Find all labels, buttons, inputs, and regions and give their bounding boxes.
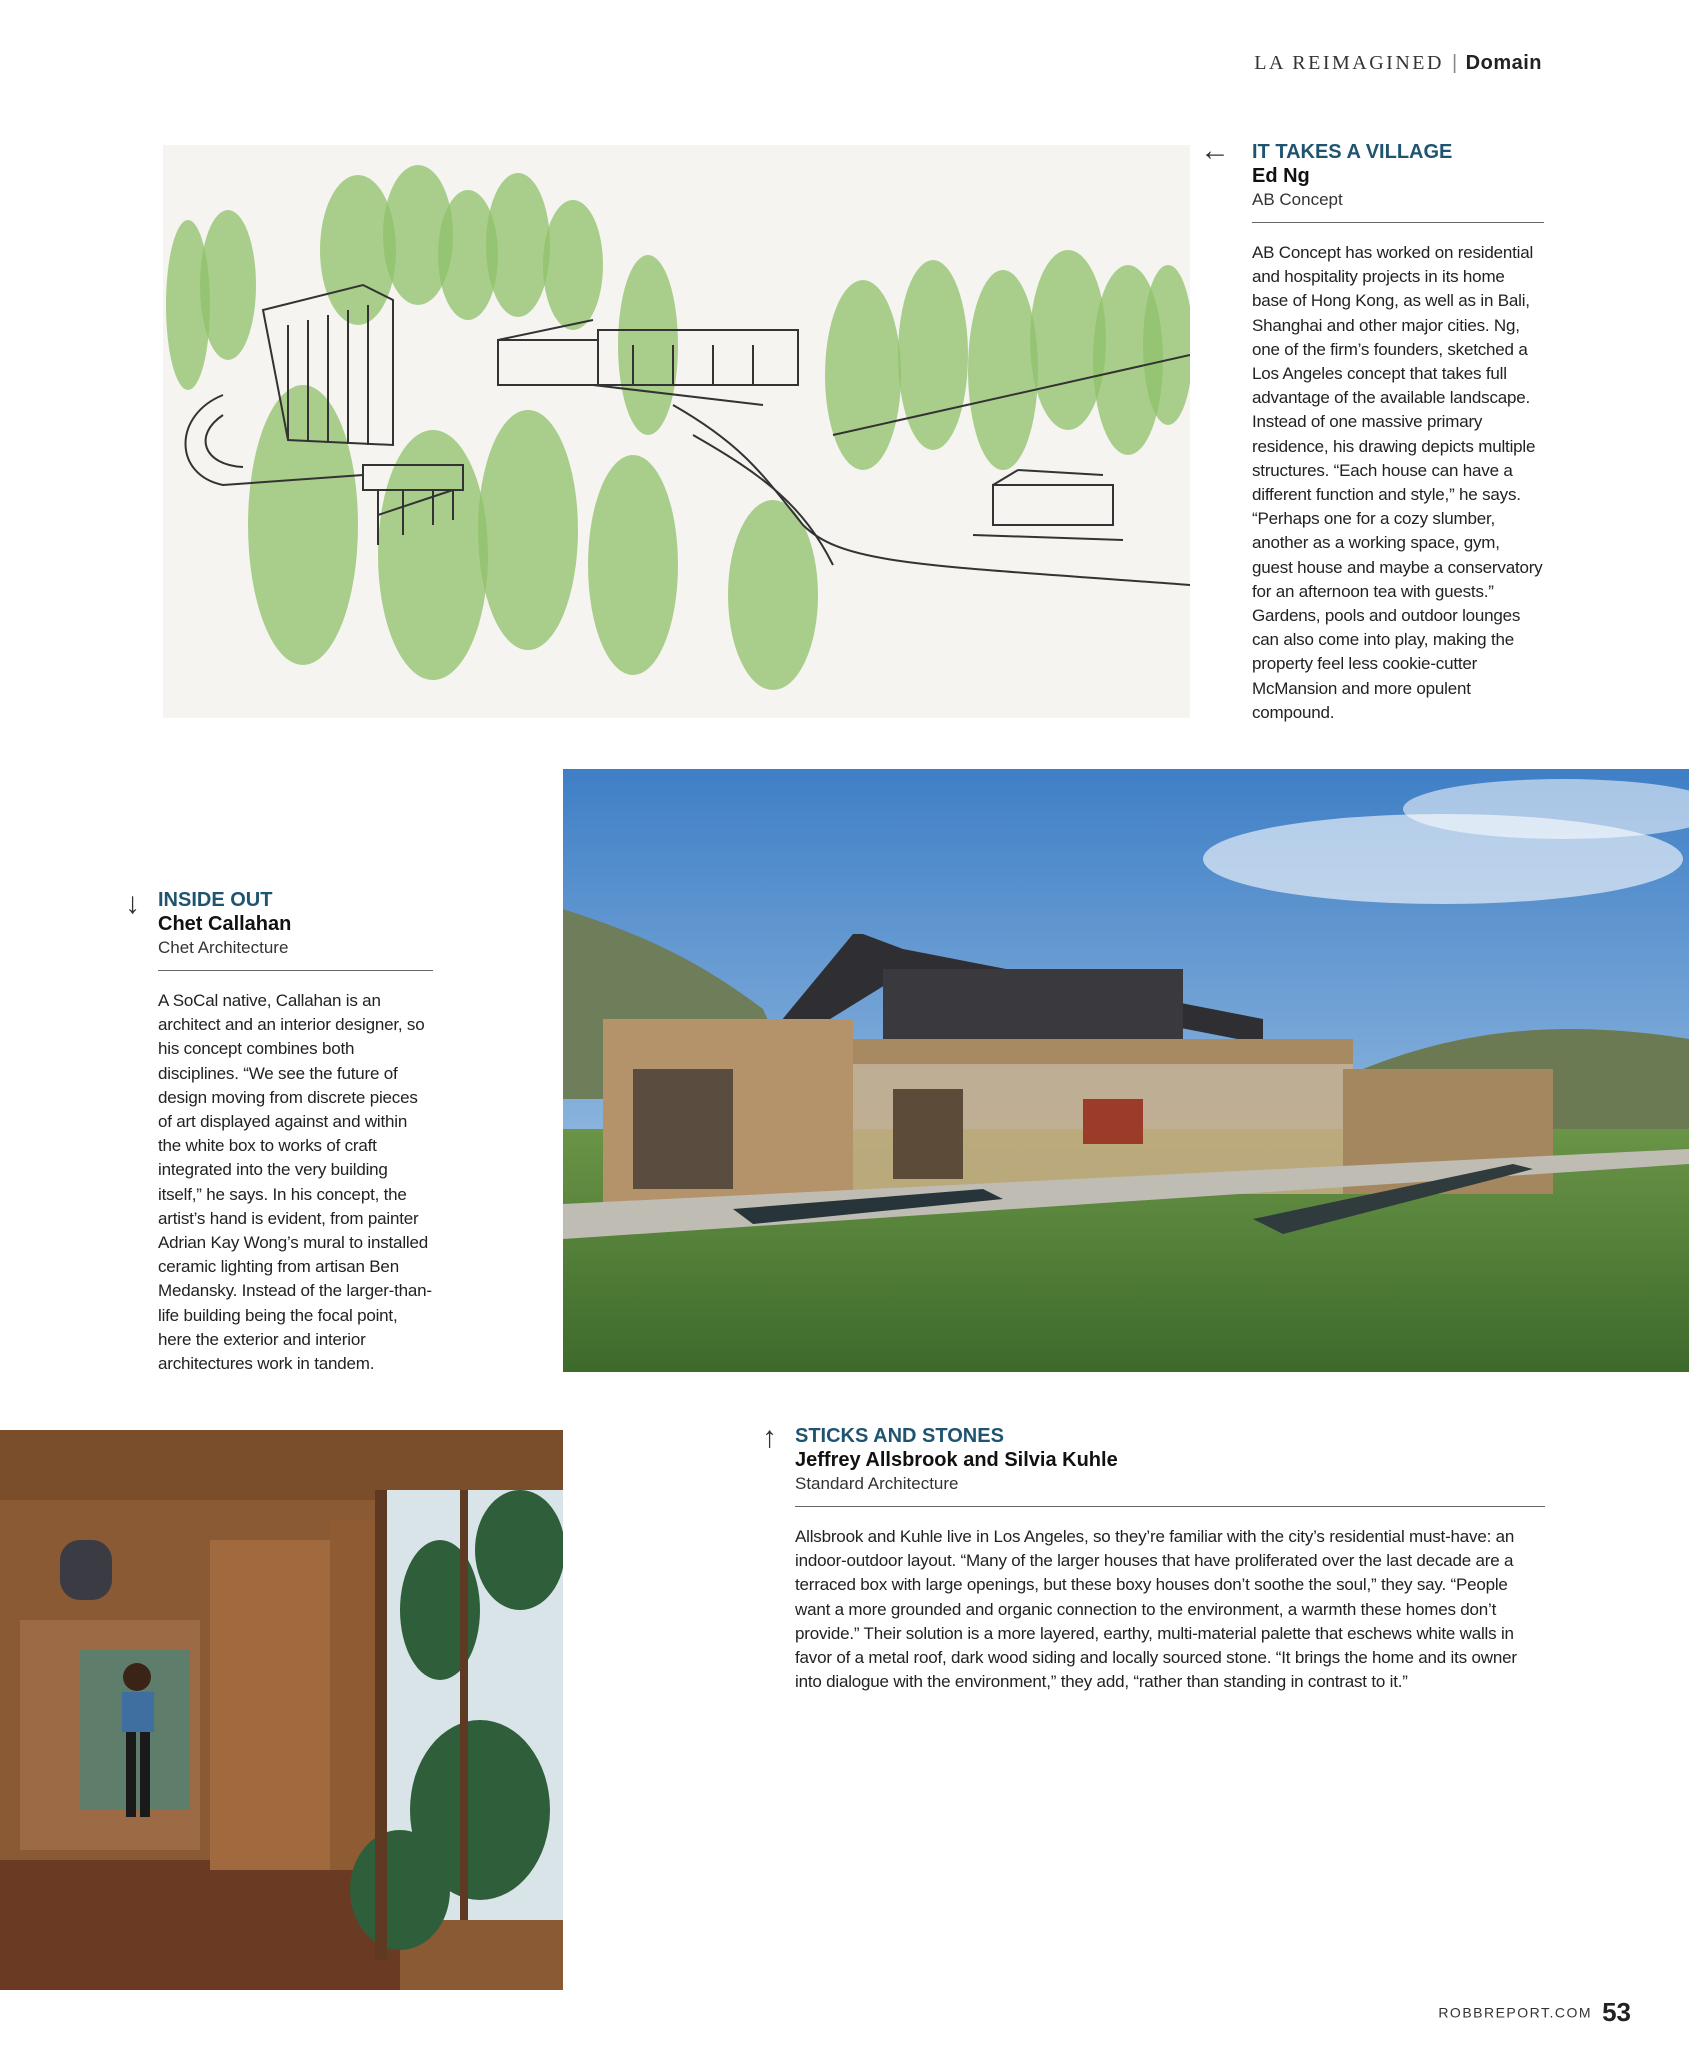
house-render-photo (563, 769, 1689, 1372)
page-header (1254, 52, 1542, 75)
header-separator: | (1451, 52, 1458, 74)
page-footer (1438, 1997, 1631, 2028)
section-label: LA REIMAGINED (1254, 52, 1444, 74)
entry-firm: Standard Architecture (795, 1474, 959, 1493)
house-render-svg (563, 769, 1689, 1372)
divider (795, 1506, 1545, 1507)
entry-body: Allsbrook and Kuhle live in Los Angeles, so they’re familiar with the city’s residential must-have: an indoor-outdoor layout. “Many of the larger houses that have proliferated over the last decade are a terraced box with large openings, but these boxy houses don’t soothe the soul,” they say. “People want a more grounded and organic connection to the environment, a warmth these homes don’t provide.” Their solution is a more layered, earthy, multi-material palette that eschews white walls in favor of a metal roof, dark wood siding and locally sourced stone. “It brings the home and its owner into dialogue with the environment,” they add, “rather than standing in contrast to it.” (795, 1527, 1517, 1692)
entry-title: IT TAKES A VILLAGE (1252, 141, 1453, 163)
site-name: ROBBREPORT.COM (1438, 2004, 1593, 2021)
entry-sticks-and-stones (795, 1424, 1545, 1694)
divider (1252, 222, 1544, 223)
interior-illustration (0, 1430, 563, 1990)
arrow-left-icon: ← (1200, 134, 1230, 167)
village-sketch-illustration (163, 145, 1190, 718)
entry-village (1252, 140, 1544, 725)
entry-title: STICKS AND STONES (795, 1425, 1004, 1447)
arrow-up-icon: ↑ (762, 1421, 777, 1454)
entry-firm: AB Concept (1252, 190, 1343, 209)
divider (158, 970, 433, 971)
entry-designer: Jeffrey Allsbrook and Silvia Kuhle (795, 1449, 1118, 1471)
entry-firm: Chet Architecture (158, 938, 289, 957)
page-number: 53 (1602, 1997, 1631, 2027)
entry-inside-out (158, 888, 433, 1376)
village-sketch-svg (163, 145, 1190, 718)
entry-designer: Ed Ng (1252, 165, 1310, 187)
entry-body: A SoCal native, Callahan is an architect and an interior designer, so his concept combines both disciplines. “We see the future of design moving from discrete pieces of art displayed against and within the white box to works of craft integrated into the very building itself,” he says. In his concept, the artist’s hand is evident, from painter Adrian Kay Wong’s mural to installed ceramic lighting from artisan Ben Medansky. Instead of the larger-than-life building being the focal point, here the exterior and interior architectures work in tandem. (158, 991, 432, 1374)
entry-designer: Chet Callahan (158, 913, 292, 935)
entry-body: AB Concept has worked on residential and hospitality projects in its home base of Hong Kong, as well as in Bali, Shanghai and other major cities. Ng, one of the firm’s founders, sketched a Los Angeles concept that takes full advantage of the available landscape. Instead of one massive primary residence, his drawing depicts multiple structures. “Each house can have a different function and style,” he says. “Perhaps one for a cozy slumber, another as a working space, gym, guest house and maybe a conservatory for an afternoon tea with guests.” Gardens, pools and outdoor lounges can also come into play, making the property feel less cookie-cutter McMansion and more opulent compound. (1252, 243, 1543, 722)
brand-label: Domain (1465, 52, 1542, 74)
arrow-down-icon: ↓ (125, 887, 140, 920)
interior-illustration-svg (0, 1430, 563, 1990)
entry-title: INSIDE OUT (158, 889, 273, 911)
